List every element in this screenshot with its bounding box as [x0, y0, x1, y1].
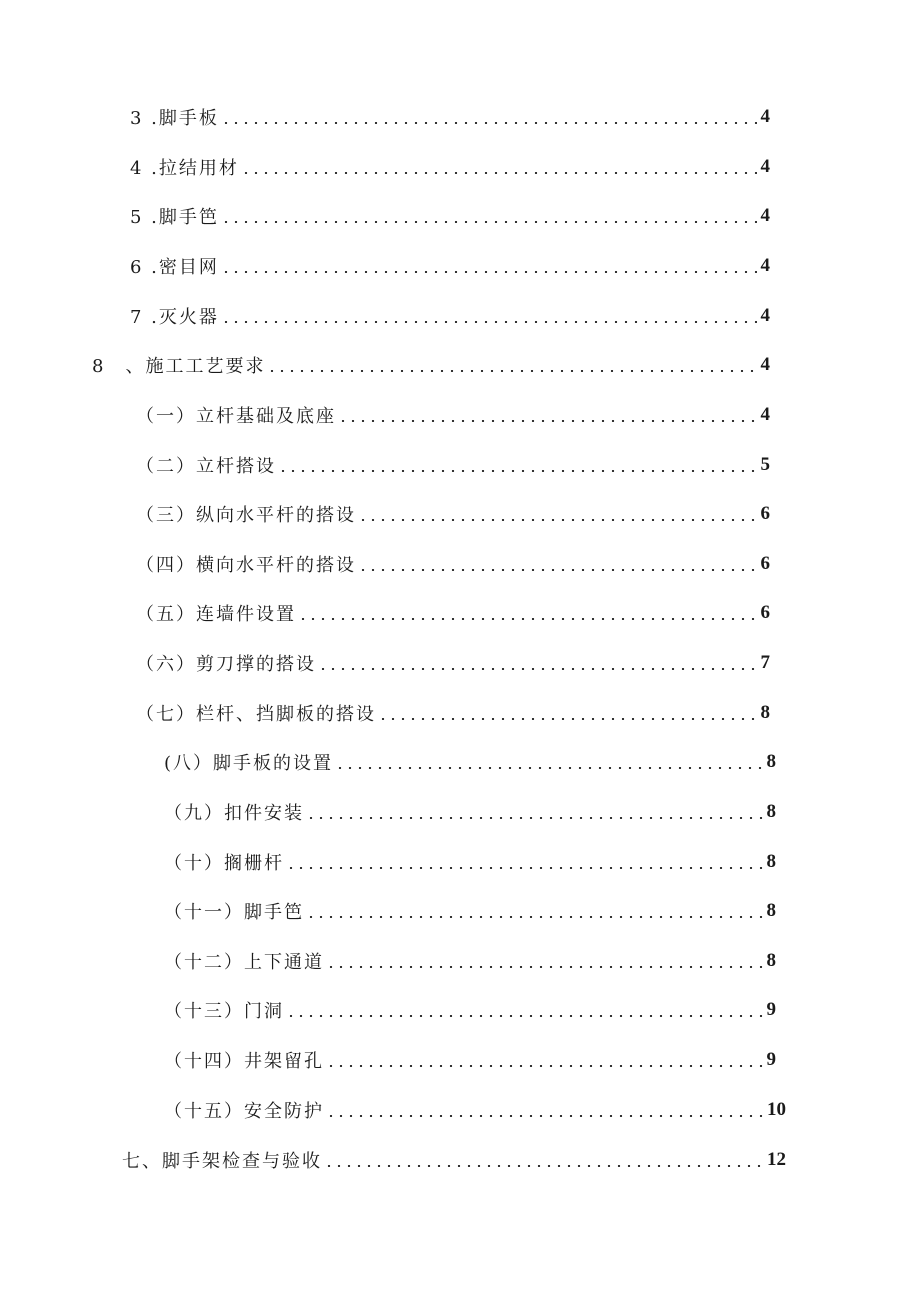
- toc-entry[interactable]: [130, 201, 770, 231]
- toc-entry-label: （五）连墙件设置: [136, 604, 296, 625]
- toc-entry-label: （十）搁栅杆: [164, 853, 284, 874]
- toc-page-number: 4: [760, 106, 770, 127]
- toc-dot-leader: [378, 718, 757, 720]
- toc-entry-label: 8 、施工工艺要求: [92, 356, 266, 377]
- toc-entry-label: （十三）门洞: [164, 1001, 284, 1022]
- toc-entry-label: 4 .拉结用材: [130, 158, 239, 179]
- toc-entry[interactable]: [92, 350, 770, 380]
- toc-entry[interactable]: [164, 1045, 776, 1075]
- toc-entry-label: 5 .脚手笆: [130, 207, 219, 228]
- toc-page-number: 12: [767, 1149, 786, 1170]
- toc-entry-label: （六）剪刀撑的搭设: [136, 654, 316, 675]
- toc-page-number: 4: [760, 305, 770, 326]
- toc-page-number: 4: [760, 156, 770, 177]
- toc-entry[interactable]: [164, 1095, 786, 1125]
- toc-dot-leader: [338, 420, 757, 422]
- toc-entry[interactable]: [136, 549, 770, 579]
- toc-entry-label: （三）纵向水平杆的搭设: [136, 505, 356, 526]
- toc-dot-leader: [358, 519, 757, 521]
- toc-entry-label: （十一）脚手笆: [164, 902, 304, 923]
- toc-entry-label: （十二）上下通道: [164, 952, 324, 973]
- toc-page-number: 7: [760, 652, 770, 673]
- toc-entry[interactable]: [130, 102, 770, 132]
- toc-entry[interactable]: [136, 598, 770, 628]
- toc-dot-leader: [267, 370, 756, 372]
- toc-page-number: 4: [760, 354, 770, 375]
- toc-entry-label: （十四）井架留孔: [164, 1051, 324, 1072]
- toc-entry[interactable]: [136, 499, 770, 529]
- toc-dot-leader: [306, 817, 763, 819]
- toc-entry-label: （一）立杆基础及底座: [136, 406, 336, 427]
- toc-dot-leader: [298, 618, 757, 620]
- toc-page-number: 10: [767, 1099, 786, 1120]
- toc-dot-leader: [326, 966, 763, 968]
- toc-dot-leader: [326, 1115, 763, 1117]
- toc-page-number: 8: [766, 950, 776, 971]
- toc-entry[interactable]: [130, 152, 770, 182]
- toc-page-number: 6: [760, 602, 770, 623]
- toc-entry-label: （四）横向水平杆的搭设: [136, 555, 356, 576]
- toc-entry[interactable]: [136, 698, 770, 728]
- toc-entry-label: 7 .灭火器: [130, 307, 219, 328]
- toc-page-number: 8: [766, 900, 776, 921]
- toc-entry[interactable]: [164, 847, 776, 877]
- toc-dot-leader: [221, 221, 757, 223]
- toc-entry-label: 3 .脚手板: [130, 108, 219, 129]
- toc-entry[interactable]: [130, 251, 770, 281]
- toc-entry[interactable]: [164, 995, 776, 1025]
- toc-page-number: 4: [760, 205, 770, 226]
- toc-dot-leader: [221, 321, 757, 323]
- toc-dot-leader: [318, 668, 757, 670]
- toc-entry[interactable]: [136, 400, 770, 430]
- toc-dot-leader: [241, 172, 757, 174]
- toc-page-number: 5: [760, 454, 770, 475]
- toc-page-number: 4: [760, 404, 770, 425]
- toc-dot-leader: [286, 1015, 763, 1017]
- toc-page-number: 8: [766, 801, 776, 822]
- toc-entry[interactable]: [164, 797, 776, 827]
- toc-dot-leader: [358, 569, 757, 571]
- toc-page-number: 8: [760, 702, 770, 723]
- toc-entry[interactable]: [164, 946, 776, 976]
- toc-page-number: 6: [760, 553, 770, 574]
- toc-dot-leader: [286, 867, 763, 869]
- toc-entry[interactable]: [136, 450, 770, 480]
- toc-entry-label: 七、脚手架检查与验收: [122, 1151, 322, 1172]
- toc-dot-leader: [221, 271, 757, 273]
- toc-entry[interactable]: [164, 747, 776, 777]
- toc-entry[interactable]: [130, 301, 770, 331]
- toc-dot-leader: [306, 916, 763, 918]
- toc-entry-label: （九）扣件安装: [164, 803, 304, 824]
- toc-entry-label: （二）立杆搭设: [136, 456, 276, 477]
- toc-dot-leader: [221, 122, 757, 124]
- toc-dot-leader: [278, 470, 757, 472]
- toc-page-number: 4: [760, 255, 770, 276]
- toc-entry[interactable]: [136, 648, 770, 678]
- toc-dot-leader: [324, 1165, 763, 1167]
- toc-entry-label: 6 .密目网: [130, 257, 219, 278]
- toc-page-number: 8: [766, 751, 776, 772]
- toc-page-number: 9: [766, 999, 776, 1020]
- toc-dot-leader: [326, 1065, 763, 1067]
- toc-entry[interactable]: [164, 896, 776, 926]
- toc-entry[interactable]: [122, 1145, 786, 1175]
- toc-entry-label: （七）栏杆、挡脚板的搭设: [136, 704, 376, 725]
- toc-entry-label: （十五）安全防护: [164, 1101, 324, 1122]
- toc-dot-leader: [335, 767, 762, 769]
- toc-page-number: 8: [766, 851, 776, 872]
- toc-page-number: 6: [760, 503, 770, 524]
- toc-page-number: 9: [766, 1049, 776, 1070]
- toc-entry-label: (八）脚手板的设置: [164, 753, 334, 774]
